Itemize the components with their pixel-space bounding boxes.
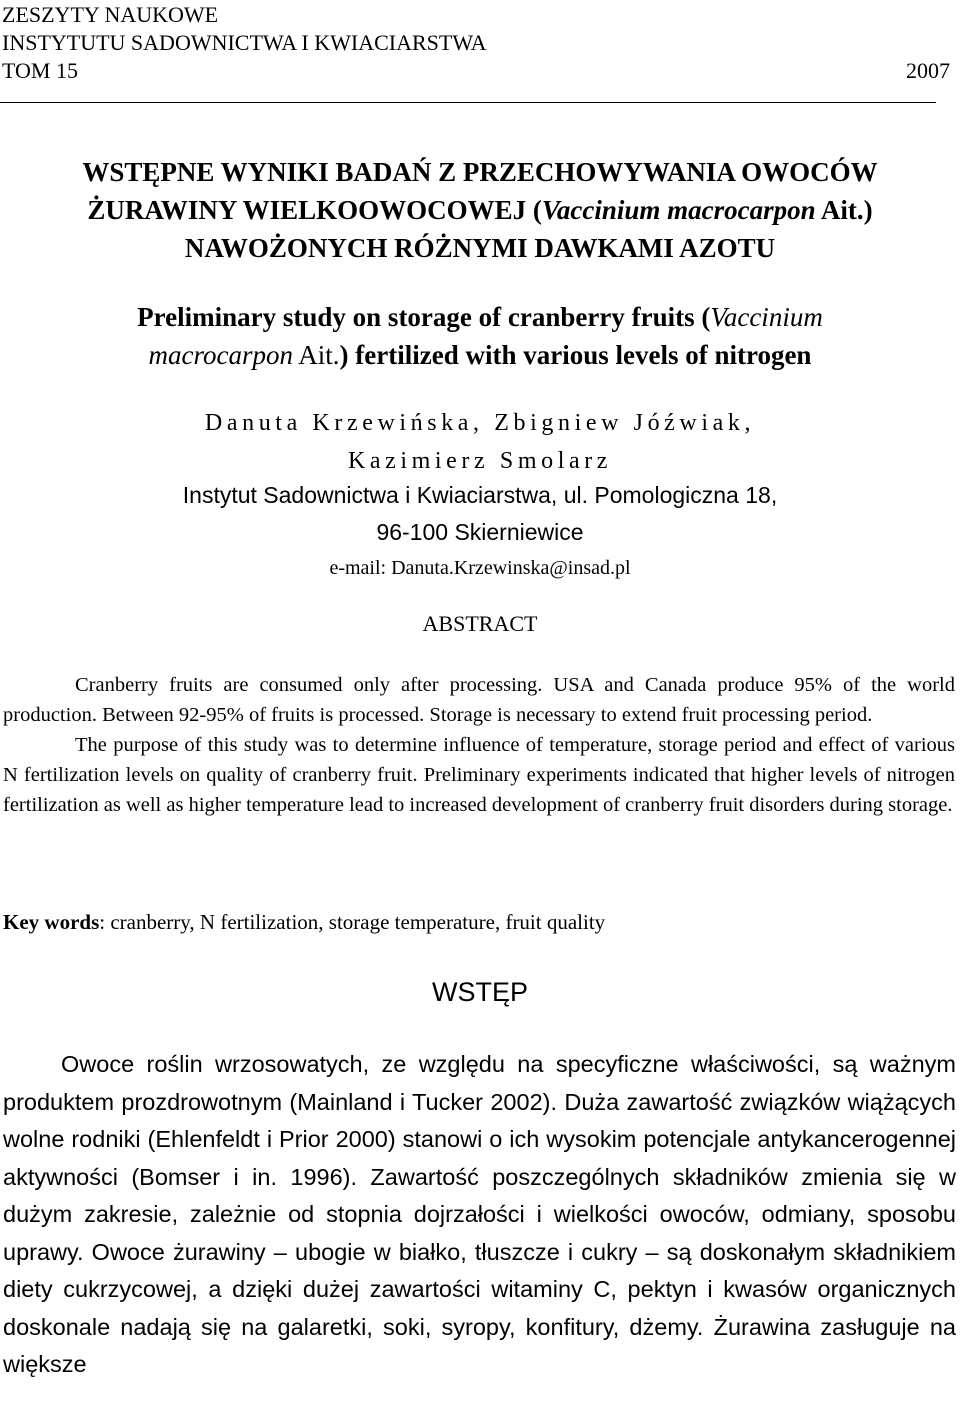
header-rule: [0, 102, 936, 103]
journal-name-line2: INSTYTUTU SADOWNICTWA I KWIACIARSTWA: [2, 30, 487, 55]
title-en-ait: Ait.: [293, 340, 340, 370]
title-en-species: Vaccinium: [710, 302, 823, 332]
title-pl-line1: WSTĘPNE WYNIKI BADAŃ Z PRZECHOWYWANIA OWOCÓW: [82, 157, 878, 187]
abstract-heading: ABSTRACT: [422, 611, 538, 636]
authors-line1: Danuta Krzewińska, Zbigniew Jóźwiak,: [204, 410, 756, 436]
title-pl-line2: [0, 192, 960, 228]
abstract-paragraph-2: The purpose of this study was to determine influence of temperature, storage period and effect of various N fertilization levels on quality of cranberry fruit. Preliminary experiments indicated that higher levels of nitrogen fertilization as well as higher temperature lead to increased development of cranberry fruit disorders during storage.: [3, 734, 955, 816]
title-pl-line3: NAWOŻONYCH RÓŻNYMI DAWKAMI AZOTU: [184, 233, 776, 263]
keywords: [3, 907, 605, 937]
title-pl-species: Vaccinium macrocarpon: [541, 195, 816, 225]
title-pl-line2-a: ŻURAWINY WIELKOOWOCOWEJ (: [87, 195, 542, 225]
title-en-line2-b: ) fertilized with various levels of nitrogen: [339, 340, 812, 370]
author-email[interactable]: e-mail: Danuta.Krzewinska@insad.pl: [329, 557, 631, 579]
section-heading-intro: WSTĘP: [431, 977, 528, 1007]
authors-line2: Kazimierz Smolarz: [347, 448, 613, 474]
keywords-text: : cranberry, N fertilization, storage temperature, fruit quality: [99, 910, 606, 934]
affiliation-line2: 96-100 Skierniewice: [376, 519, 584, 545]
keywords-label: Key words: [3, 910, 100, 934]
intro-paragraph: Owoce roślin wrzosowatych, ze względu na specyficzne właściwości, są ważnym produktem prozdrowotnym (Mainland i Tucker 2002). Duża zawartość związków wiążących wolne rodniki (Ehlenfeldt i Prior 2000) stanowi o ich wysokim potencjale antykancerogennej aktywności (Bomser i in. 1996). Zawartość poszczególnych składników zmienia się w dużym zakresie, zależnie od stopnia dojrzałości i wielkości owoców, odmiany, sposobu uprawy. Owoce żurawiny – ubogie w białko, tłuszcze i cukry – są doskonałym składnikiem diety cukrzycowej, a dzięki dużej zawartości witaminy C, pektyn i kwasów organicznych doskonale nadają się na galaretki, soki, syropy, konfitury, dżemy. Żurawina zasługuje na większe: [3, 1051, 956, 1377]
title-en-line2: [0, 336, 960, 374]
journal-name-line1: ZESZYTY NAUKOWE: [2, 2, 219, 27]
title-en-species-2: macrocarpon: [148, 340, 294, 370]
abstract-body: [3, 670, 955, 820]
title-en-line1: [0, 298, 960, 336]
affiliation-line1: Instytut Sadownictwa i Kwiaciarstwa, ul. Pomologiczna 18,: [182, 482, 778, 508]
journal-year: 2007: [906, 58, 950, 83]
title-en-line1-a: Preliminary study on storage of cranberry fruits (: [137, 302, 711, 332]
journal-volume: TOM 15: [2, 58, 78, 83]
abstract-paragraph-1: Cranberry fruits are consumed only after processing. USA and Canada produce 95% of the world production. Between 92-95% of fruits is processed. Storage is necessary to extend fruit processing period.: [3, 674, 955, 726]
title-pl-line2-b: Ait.): [815, 195, 873, 225]
